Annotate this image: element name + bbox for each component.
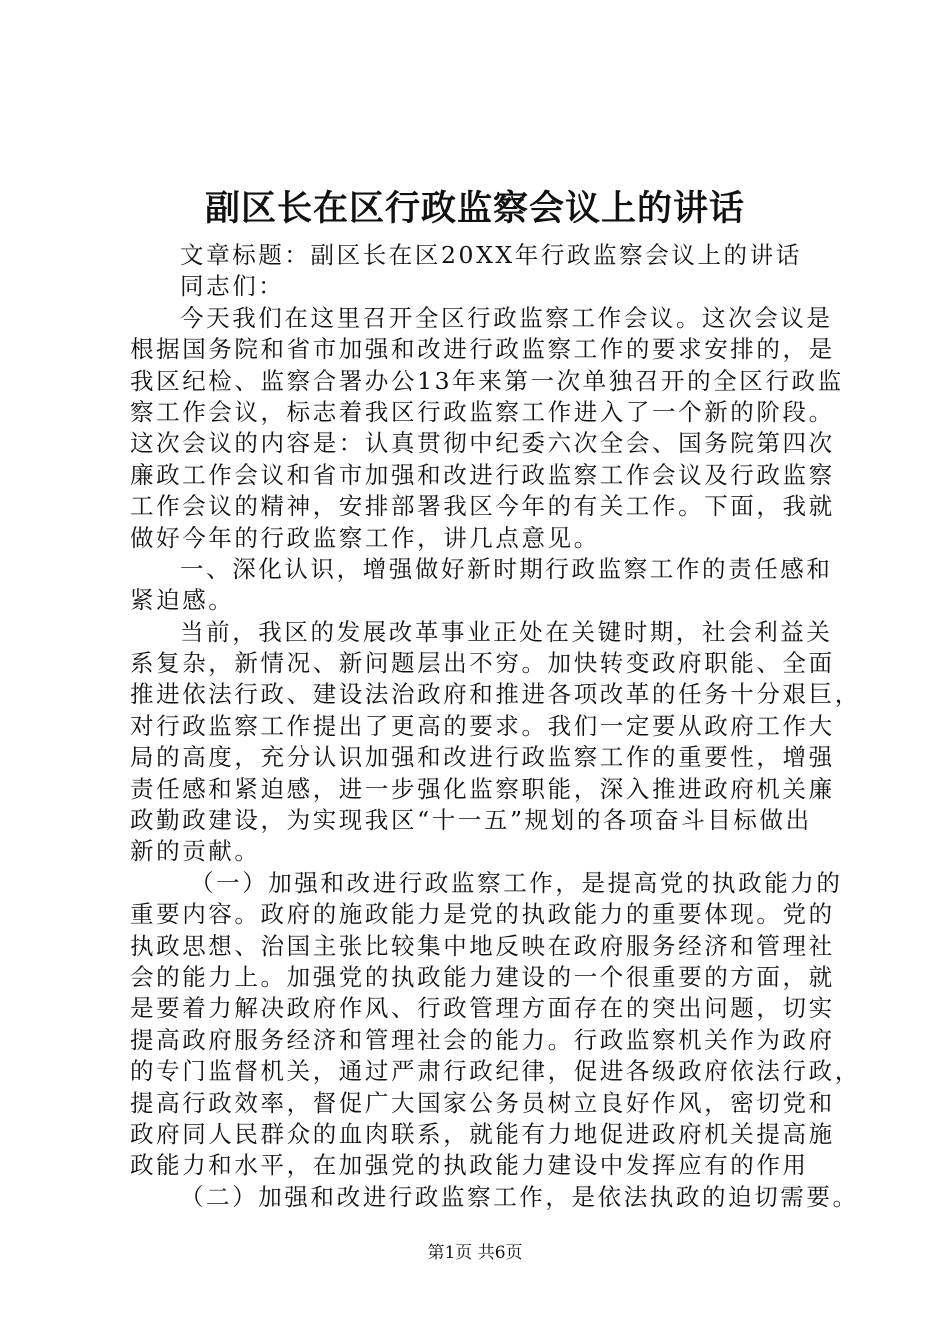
document-title: 副区长在区行政监察会议上的讲话	[204, 188, 745, 229]
paragraph-line: 对行政监察工作提出了更高的要求。我们一定要从政府工作大	[130, 711, 835, 740]
paragraph-line: 根据国务院和省市加强和改进行政监察工作的要求安排的，是	[130, 335, 835, 364]
paragraph-line: 是要着力解决政府作风、行政管理方面存在的突出问题，切实	[130, 994, 835, 1023]
salutation-line: 同志们：	[180, 272, 285, 301]
paragraph-line: 的专门监督机关，通过严肃行政纪律，促进各级政府依法行政，	[130, 1057, 861, 1086]
paragraph-line: 系复杂，新情况、新问题层出不穷。加快转变政府职能、全面	[130, 649, 835, 678]
paragraph-line: 责任感和紧迫感，进一步强化监察职能，深入推进政府机关廉	[130, 774, 835, 803]
paragraph-line: 政能力和水平，在加强党的执政能力建设中发挥应有的作用	[130, 1151, 809, 1180]
article-title-line: 文章标题：副区长在区20XX年行政监察会议上的讲话	[180, 241, 802, 269]
paragraph-line: 执政思想、治国主张比较集中地反映在政府服务经济和管理社	[130, 931, 835, 960]
paragraph-line: 工作会议的精神，安排部署我区今年的有关工作。下面，我就	[130, 492, 835, 521]
paragraph-line: 新的贡献。	[130, 837, 261, 866]
paragraph-line: 我区纪检、监察合署办公13年来第一次单独召开的全区行政监	[130, 366, 844, 395]
paragraph-line: 政勤政建设，为实现我区“十一五”规划的各项奋斗目标做出	[130, 806, 812, 835]
paragraph-line: 提高行政效率，督促广大国家公务员树立良好作风，密切党和	[130, 1088, 835, 1117]
paragraph-line: 做好今年的行政监察工作，讲几点意见。	[130, 523, 600, 552]
paragraph-line: 今天我们在这里召开全区行政监察工作会议。这次会议是	[180, 303, 833, 332]
paragraph-line: 当前，我区的发展改革事业正处在关键时期，社会利益关	[180, 617, 833, 646]
paragraph-line: 政府同人民群众的血肉联系，就能有力地促进政府机关提高施	[130, 1119, 835, 1148]
section-heading-line: 一、深化认识，增强做好新时期行政监察工作的责任感和	[180, 554, 833, 583]
paragraph-line: 廉政工作会议和省市加强和改进行政监察工作会议及行政监察	[130, 460, 835, 489]
subsection-line: （一）加强和改进行政监察工作，是提高党的执政能力的	[190, 868, 843, 897]
subsection-line: （二）加强和改进行政监察工作，是依法执政的迫切需要。	[180, 1182, 859, 1211]
document-body	[130, 240, 861, 1213]
paragraph-line: 局的高度，充分认识加强和改进行政监察工作的重要性，增强	[130, 743, 835, 772]
paragraph-line: 这次会议的内容是：认真贯彻中纪委六次全会、国务院第四次	[130, 429, 835, 458]
page-footer: 第1页 共6页	[427, 1243, 523, 1263]
paragraph-line: 重要内容。政府的施政能力是党的执政能力的重要体现。党的	[130, 900, 835, 929]
section-heading-line: 紧迫感。	[130, 586, 235, 615]
paragraph-line: 推进依法行政、建设法治政府和推进各项改革的任务十分艰巨，	[130, 680, 861, 709]
paragraph-line: 提高政府服务经济和管理社会的能力。行政监察机关作为政府	[130, 1025, 835, 1054]
paragraph-line: 会的能力上。加强党的执政能力建设的一个很重要的方面，就	[130, 962, 835, 991]
paragraph-line: 察工作会议，标志着我区行政监察工作进入了一个新的阶段。	[130, 397, 835, 426]
